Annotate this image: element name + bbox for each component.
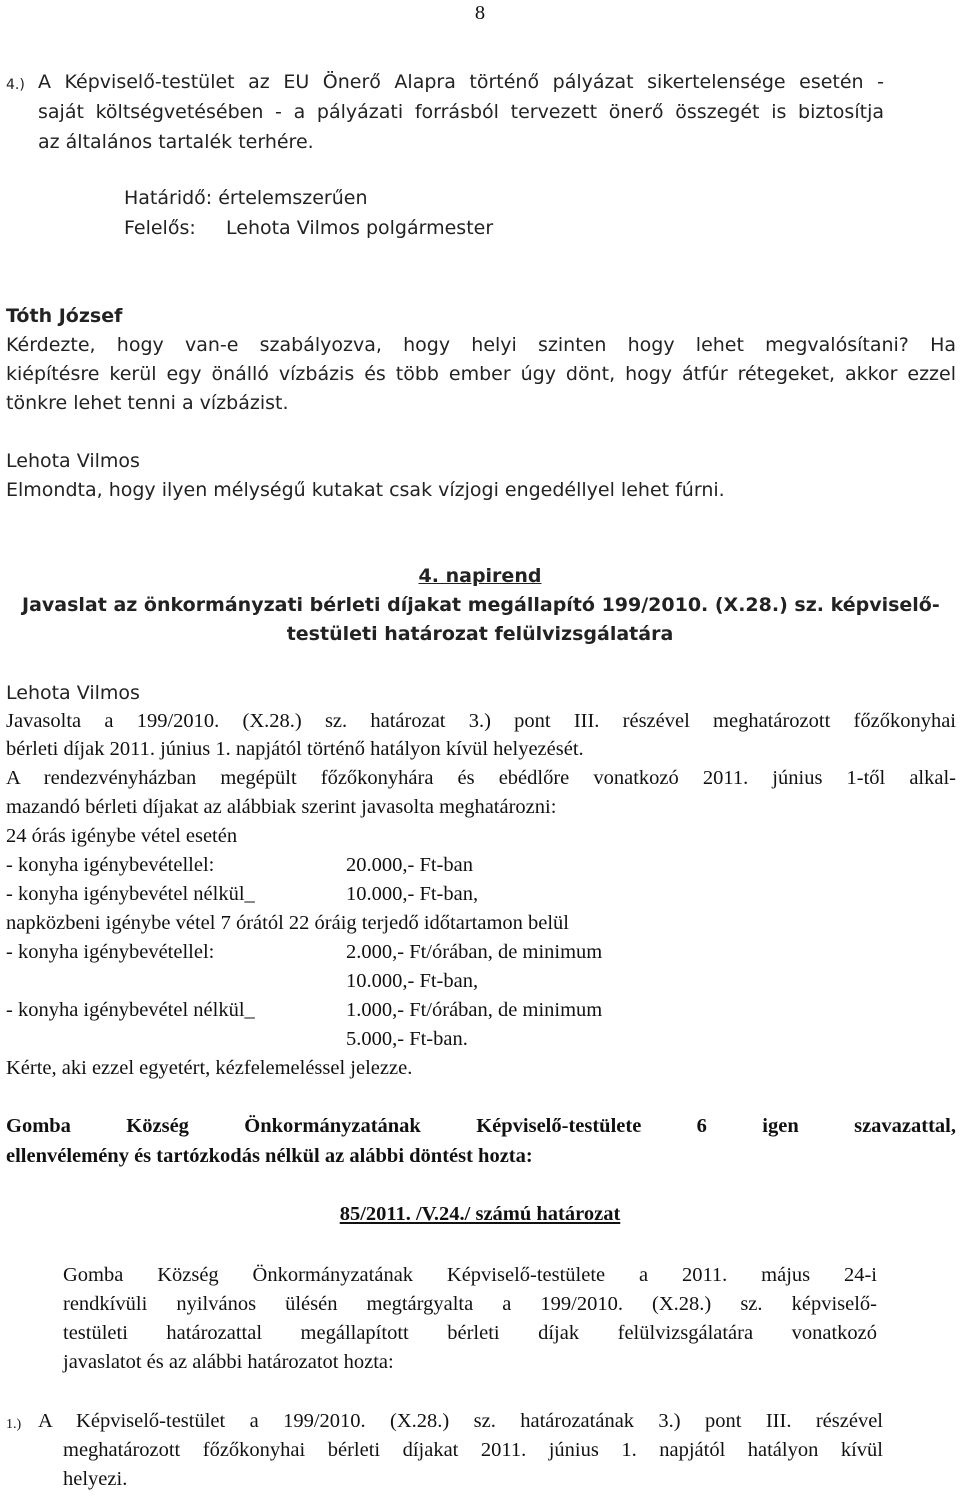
item-4-line-2: saját költségvetésében - a pályázati forrásból tervezett önerő összegét is biztosítja — [38, 101, 884, 123]
speaker-text-line: Elmondta, hogy ilyen mélységű kutakat csak vízjogi engedéllyel lehet fúrni. — [6, 479, 725, 501]
item-number: 4.) — [6, 77, 25, 93]
proposal-line: A rendezvényházban megépült főzőkonyhára és ebédlőre vonatkozó 2011. június 1-től alkal- — [6, 767, 956, 789]
speaker-name: Lehota Vilmos — [6, 450, 140, 472]
item-number: 1.) — [6, 1417, 22, 1432]
page-number: 8 — [474, 2, 486, 24]
agenda-title-line-1: Javaslat az önkormányzati bérleti díjakat megállapító 199/2010. (X.28.) sz. képviselő- — [22, 594, 940, 616]
resolution-intro-line: javaslatot és az alábbi határozatot hozta: — [63, 1351, 394, 1373]
resolution-title: 85/2011. /V.24./ számú határozat — [339, 1203, 621, 1225]
vote-line-2: ellenvélemény és tartózkodás nélkül az alábbi döntést hozta: — [6, 1145, 533, 1167]
fee-value-min: 10.000,- Ft-ban, — [346, 970, 479, 992]
responsible-label: Felelős: — [124, 217, 196, 239]
proposal-line: bérleti díjak 2011. június 1. napjától történő hatályon kívül helyezését. — [6, 738, 584, 760]
daytime-label: napközbeni igénybe vétel 7 órától 22 óráig terjedő időtartamon belül — [6, 912, 569, 934]
resolution-intro-line: rendkívüli nyilvános ülésén megtárgyalta a 199/2010. (X.28.) sz. képviselő- — [63, 1293, 877, 1315]
speaker-name: Lehota Vilmos — [6, 682, 140, 704]
fee-value: 2.000,- Ft/órában, de minimum — [346, 941, 603, 963]
speaker-text-line: tönkre lehet tenni a vízbázist. — [6, 392, 289, 414]
resolution-item-line: A Képviselő-testület a 199/2010. (X.28.) sz. határozatának 3.) pont III. részével — [38, 1410, 883, 1432]
speaker-name: Tóth József — [6, 305, 123, 327]
proposal-line: mazandó bérleti díjakat az alábbiak szerint javasolta meghatározni: — [6, 796, 557, 818]
item-4-line-1: A Képviselő-testület az EU Önerő Alapra történő pályázat sikertelensége esetén - — [38, 71, 884, 93]
fee-value: 1.000,- Ft/órában, de minimum — [346, 999, 603, 1021]
fee-label: - konyha igénybevétellel: — [6, 941, 215, 963]
fee-value: 10.000,- Ft-ban, — [346, 883, 479, 905]
fee-label: - konyha igénybevétel nélkül_ — [6, 883, 255, 905]
responsible-name: Lehota Vilmos polgármester — [226, 217, 494, 239]
fee-value: 20.000,- Ft-ban — [346, 854, 473, 876]
fee-label: - konyha igénybevétel nélkül_ — [6, 999, 255, 1021]
agenda-heading: 4. napirend — [418, 565, 542, 587]
resolution-intro-line: Gomba Község Önkormányzatának Képviselő-testülete a 2011. május 24-i — [63, 1264, 877, 1286]
closing-text: Kérte, aki ezzel egyetért, kézfelemeléssel jelezze. — [6, 1057, 413, 1079]
agenda-title-line-2: testületi határozat felülvizsgálatára — [286, 623, 674, 645]
fee-value-min: 5.000,- Ft-ban. — [346, 1028, 468, 1050]
deadline: Határidő: értelemszerűen — [124, 187, 368, 209]
proposal-line: Javasolta a 199/2010. (X.28.) sz. határozat 3.) pont III. részével meghatározott főzőkonyhai — [6, 710, 956, 732]
item-4-line-3: az általános tartalék terhére. — [38, 131, 314, 153]
fee-label: - konyha igénybevétellel: — [6, 854, 215, 876]
resolution-intro-line: testületi határozattal megállapított bérleti díjak felülvizsgálatára vonatkozó — [63, 1322, 877, 1344]
full-day-label: 24 órás igénybe vétel esetén — [6, 825, 238, 847]
vote-line-1: Gomba Község Önkormányzatának Képviselő-testülete 6 igen szavazattal, — [6, 1115, 956, 1137]
speaker-text-line: kiépítésre kerül egy önálló vízbázis és több ember úgy dönt, hogy átfúr rétegeket, akkor ezzel — [6, 363, 956, 385]
resolution-item-line: meghatározott főzőkonyhai bérleti díjakat 2011. június 1. napjától hatályon kívül — [63, 1439, 883, 1461]
speaker-text-line: Kérdezte, hogy van-e szabályozva, hogy helyi szinten hogy lehet megvalósítani? Ha — [6, 334, 956, 356]
resolution-item-line: helyezi. — [63, 1468, 128, 1490]
